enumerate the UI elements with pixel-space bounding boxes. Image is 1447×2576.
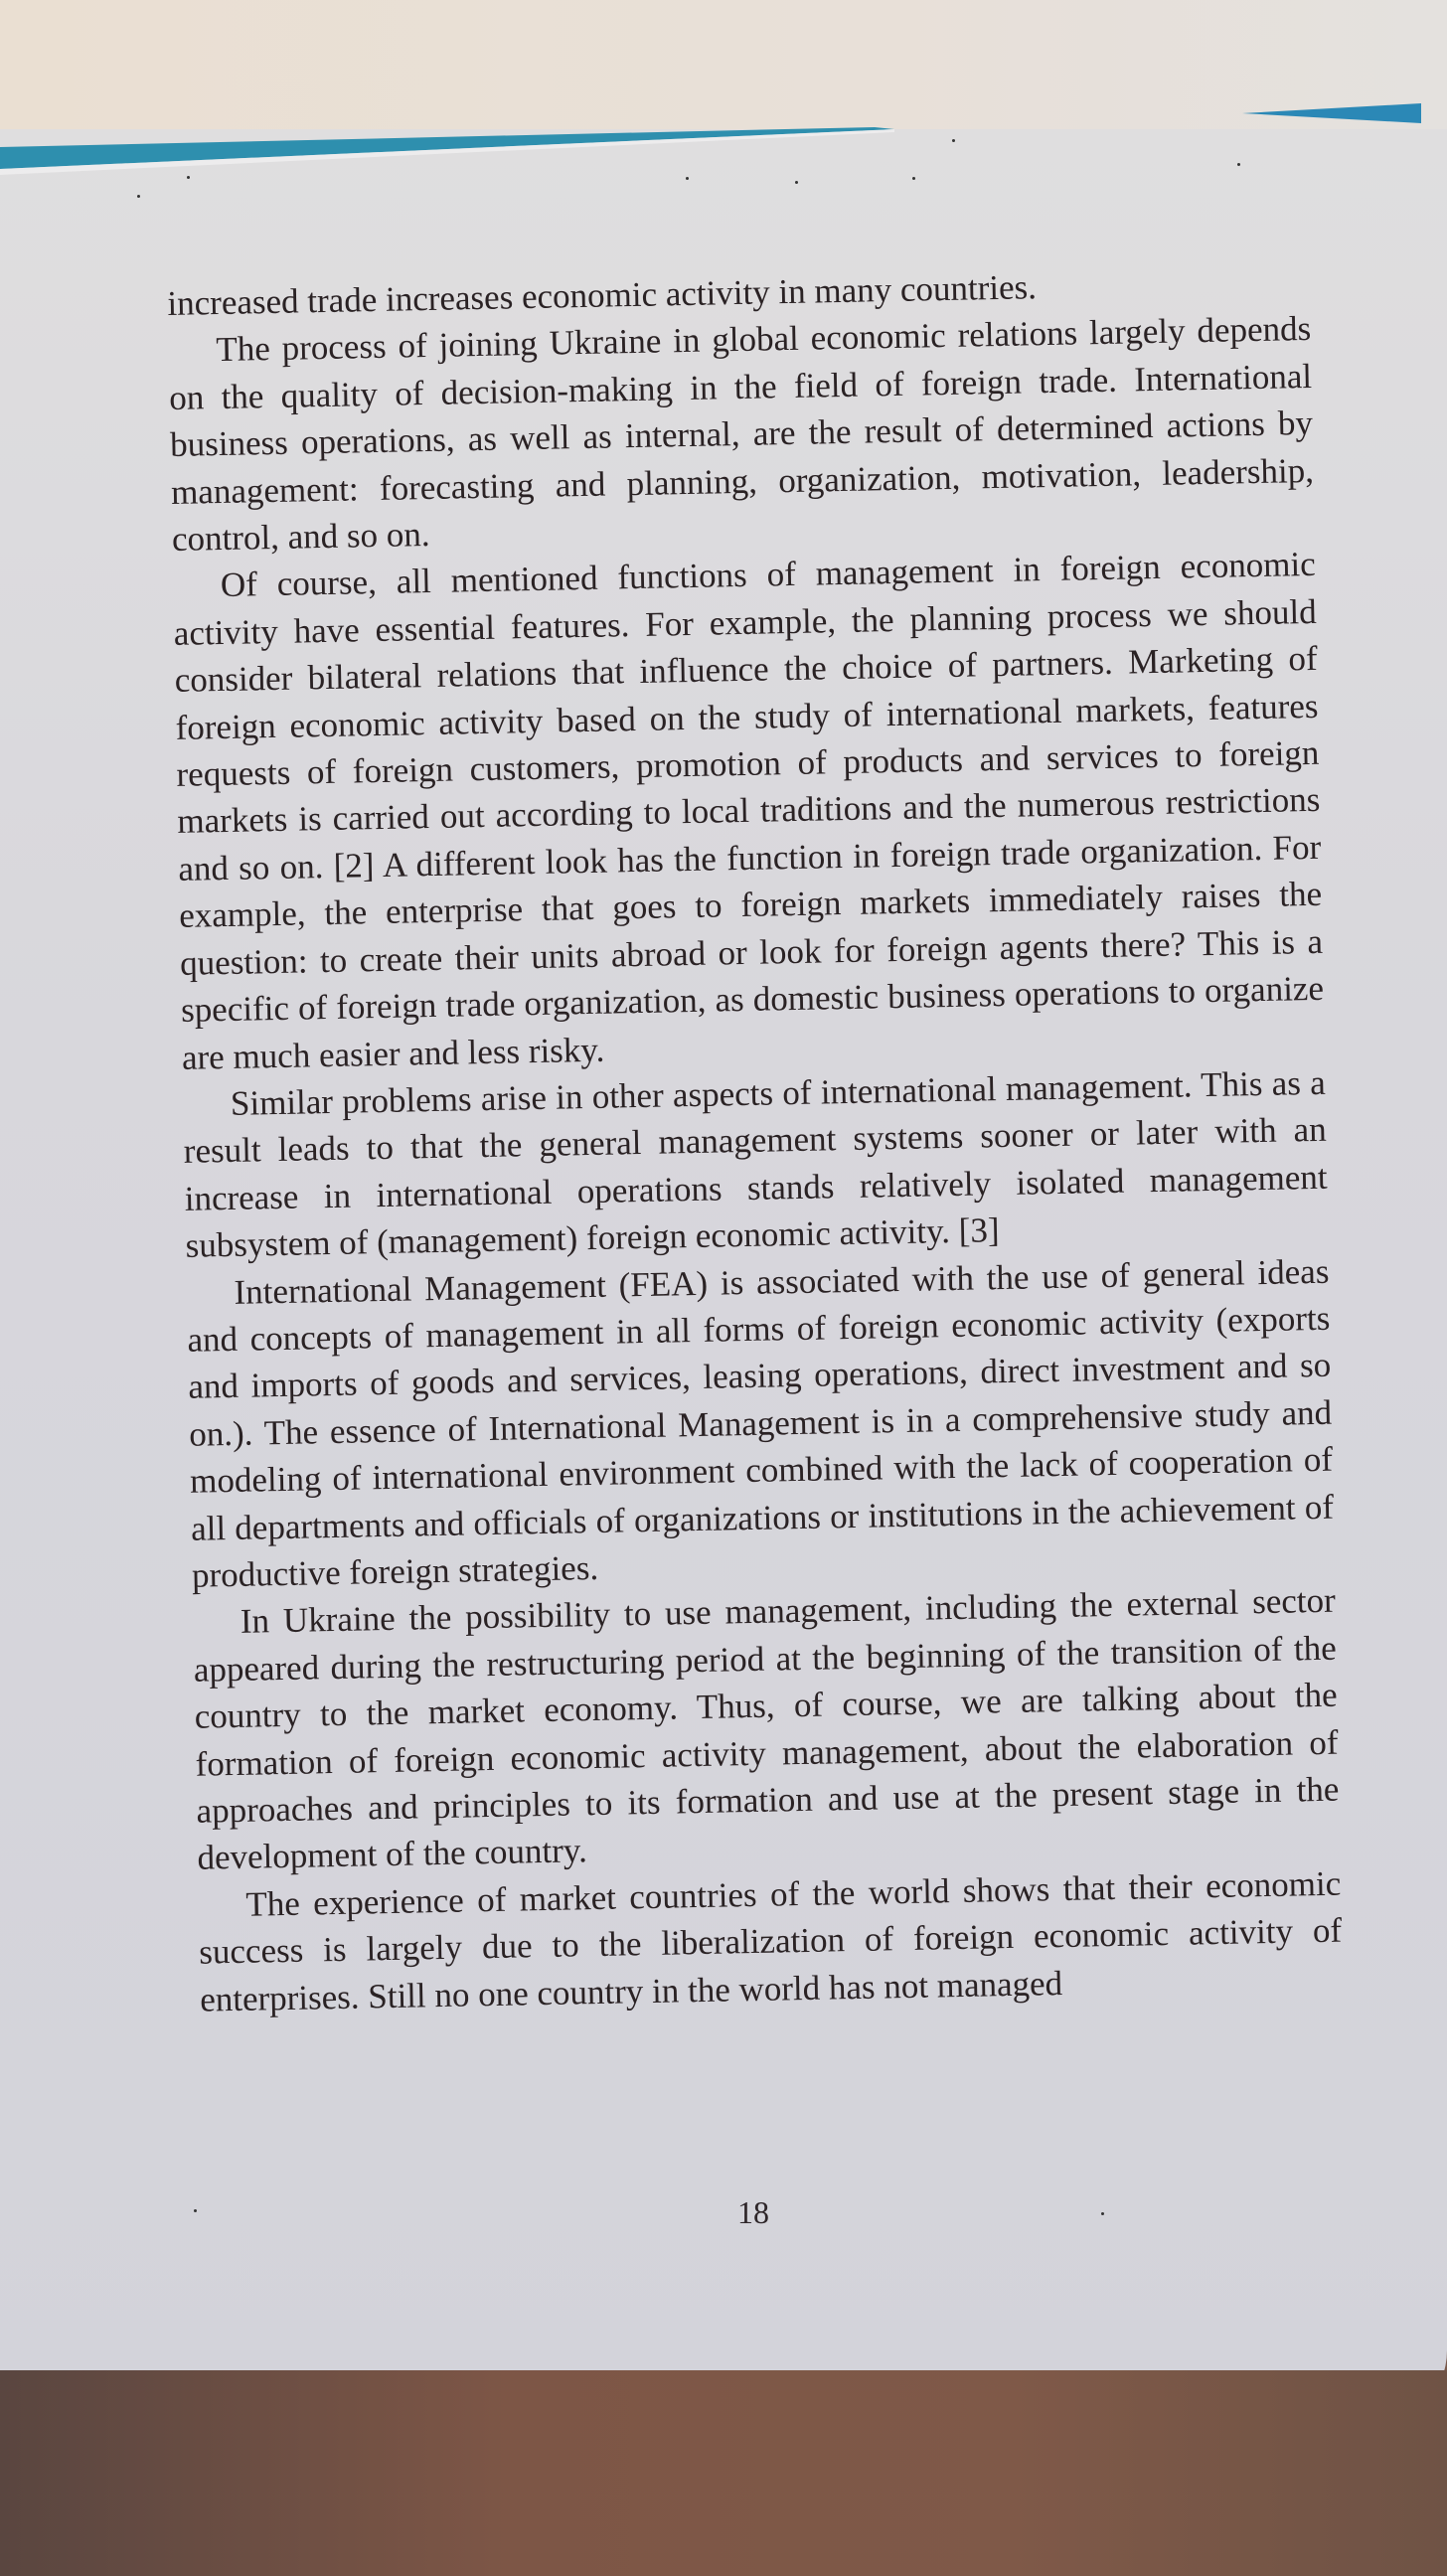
blue-stripe-decoration xyxy=(0,127,894,175)
dust-speck xyxy=(194,2209,197,2212)
dust-speck xyxy=(1237,163,1240,166)
dust-speck xyxy=(1101,2212,1104,2215)
paragraph: The experience of market countries of the world shows that their economic success is largely due to the liberalization of foreign economic activity of enterprises. Still no one country in the world has not managed xyxy=(198,1863,1343,2019)
dust-speck xyxy=(686,177,689,180)
dust-speck xyxy=(952,139,955,142)
paragraph: Similar problems arise in other aspects of international management. This as a result leads to that the general management systems sooner or later with an increase in international operations stands relatively isolated management subsystem of (management) foreign economic activity. [3] xyxy=(183,1062,1328,1265)
dust-speck xyxy=(137,195,140,198)
dust-speck xyxy=(795,181,798,184)
paragraph: The process of joining Ukraine in global economic relations largely depends on the quality of decision-making in the field of foreign trade. International business operations, as well as internal, are the result of determined actions by management: forecasting and planning, organization, motivation, leadership, control, and so on. xyxy=(168,309,1315,559)
page-number: 18 xyxy=(737,2194,769,2230)
paragraph: In Ukraine the possibility to use management, including the external sector appeared during the restructuring period at the beginning of the transition of the country to the market economy. Thus, of course, we are talking about the formation of foreign economic activity management, about the elaboration of approaches and principles to its formation and use at the present stage in the development of the country. xyxy=(193,1581,1340,1878)
dust-speck xyxy=(187,176,190,179)
blue-stripe-decoration-right xyxy=(1242,103,1421,125)
dust-speck xyxy=(912,177,915,180)
table-surface xyxy=(0,2370,1447,2576)
paragraph: International Management (FEA) is associated with the use of general ideas and concepts of management in all forms of foreign economic activity (exports and imports of goods and services, leasing operations, direct investment and so on.). The essence of International Management is in a comprehensive study and modeling of international environment combined with the lack of cooperation of all departments and officials of organizations or institutions in the achievement of productive foreign strategies. xyxy=(187,1251,1335,1595)
paragraph: increased trade increases economic activity in many countries. xyxy=(167,267,1038,323)
page-text xyxy=(167,258,1343,2023)
paragraph: Of course, all mentioned functions of management in foreign economic activity have essential features. For example, the planning process we should consider bilateral relations that influence the choice of partners. Marketing of foreign economic activity based on the study of international markets, features requests of foreign customers, promotion of products and services to foreign markets is carried out according to local traditions and the numerous restrictions and so on. [2] A different look has the function in foreign trade organization. For example, the enterprise that goes to foreign markets immediately raises the question: to create their units abroad or look for foreign agents there? This is a specific of foreign trade organization, as domestic business operations to organize are much easier and less risky. xyxy=(173,545,1325,1077)
